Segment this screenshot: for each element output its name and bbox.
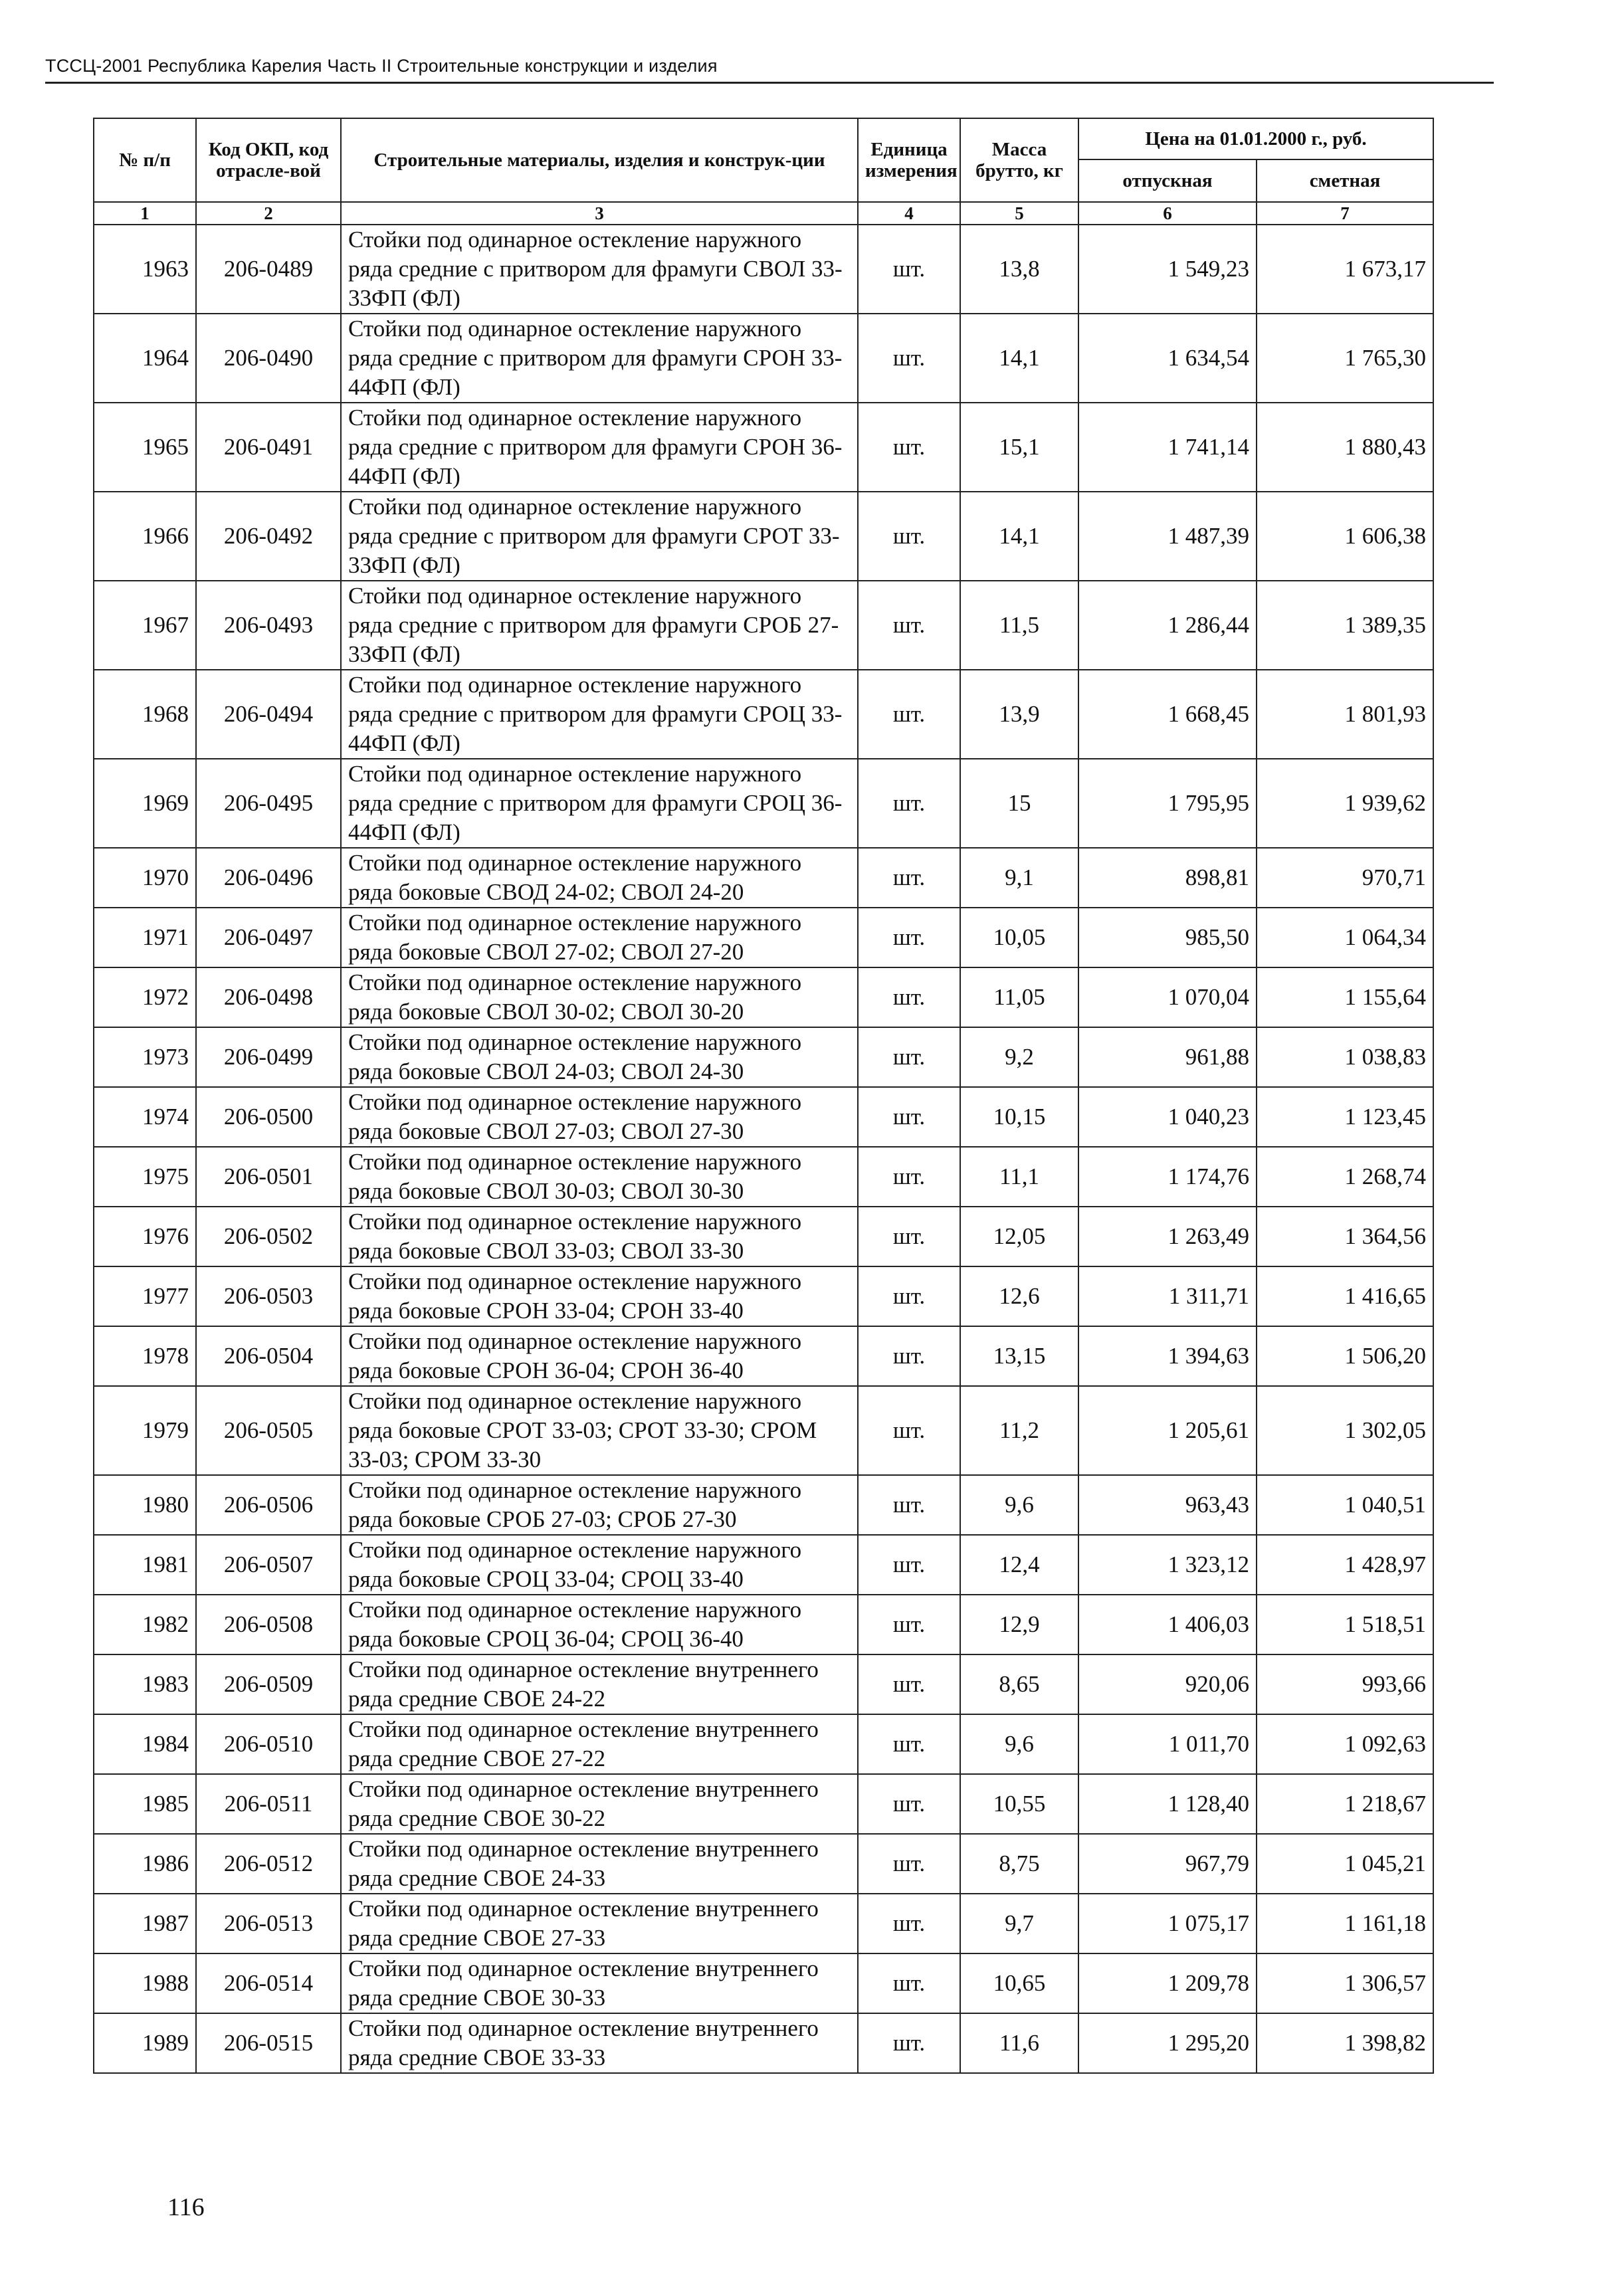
cell-num: 1977 bbox=[94, 1266, 196, 1326]
cell-num: 1984 bbox=[94, 1714, 196, 1774]
cell-num: 1964 bbox=[94, 314, 196, 403]
cell-code: 206-0511 bbox=[196, 1774, 341, 1834]
cell-name: Стойки под одинарное остекление наружного ряда боковые СРОТ 33-03; СРОТ 33-30; СРОМ 33-03; СРОМ 33-30 bbox=[341, 1386, 858, 1475]
cell-mass: 14,1 bbox=[960, 314, 1078, 403]
cell-unit: шт. bbox=[858, 581, 960, 670]
table-row bbox=[94, 1894, 1433, 1953]
cell-name: Стойки под одинарное остекление наружного ряда боковые СВОЛ 27-02; СВОЛ 27-20 bbox=[341, 908, 858, 967]
cell-mass: 9,2 bbox=[960, 1027, 1078, 1087]
cell-code: 206-0496 bbox=[196, 848, 341, 908]
cell-unit: шт. bbox=[858, 848, 960, 908]
column-number-row bbox=[94, 202, 1433, 225]
cell-price-estimate: 1 389,35 bbox=[1257, 581, 1433, 670]
cell-name: Стойки под одинарное остекление наружного ряда боковые СВОЛ 27-03; СВОЛ 27-30 bbox=[341, 1087, 858, 1147]
cell-unit: шт. bbox=[858, 967, 960, 1027]
cell-mass: 12,4 bbox=[960, 1535, 1078, 1595]
cell-unit: шт. bbox=[858, 1266, 960, 1326]
cell-price-release: 898,81 bbox=[1078, 848, 1257, 908]
table-row bbox=[94, 581, 1433, 670]
cell-price-estimate: 970,71 bbox=[1257, 848, 1433, 908]
cell-mass: 9,1 bbox=[960, 848, 1078, 908]
table-row bbox=[94, 670, 1433, 759]
cell-mass: 13,8 bbox=[960, 225, 1078, 314]
cell-price-release: 1 174,76 bbox=[1078, 1147, 1257, 1207]
cell-unit: шт. bbox=[858, 670, 960, 759]
cell-price-release: 1 394,63 bbox=[1078, 1326, 1257, 1386]
cell-mass: 10,05 bbox=[960, 908, 1078, 967]
cell-price-estimate: 1 161,18 bbox=[1257, 1894, 1433, 1953]
cell-price-release: 1 487,39 bbox=[1078, 492, 1257, 581]
cell-mass: 9,7 bbox=[960, 1894, 1078, 1953]
cell-unit: шт. bbox=[858, 759, 960, 848]
cell-code: 206-0515 bbox=[196, 2013, 341, 2073]
table-row bbox=[94, 1774, 1433, 1834]
column-number: 5 bbox=[960, 202, 1078, 225]
cell-name: Стойки под одинарное остекление наружного ряда боковые СРОН 36-04; СРОН 36-40 bbox=[341, 1326, 858, 1386]
cell-unit: шт. bbox=[858, 1475, 960, 1535]
cell-price-release: 963,43 bbox=[1078, 1475, 1257, 1535]
header-price-release: отпускная bbox=[1078, 159, 1257, 202]
column-number: 4 bbox=[858, 202, 960, 225]
table-row bbox=[94, 1714, 1433, 1774]
cell-code: 206-0495 bbox=[196, 759, 341, 848]
cell-num: 1975 bbox=[94, 1147, 196, 1207]
cell-mass: 12,9 bbox=[960, 1595, 1078, 1654]
column-number: 1 bbox=[94, 202, 196, 225]
cell-unit: шт. bbox=[858, 314, 960, 403]
cell-price-release: 1 075,17 bbox=[1078, 1894, 1257, 1953]
cell-name: Стойки под одинарное остекление наружного ряда боковые СВОЛ 33-03; СВОЛ 33-30 bbox=[341, 1207, 858, 1266]
table-row bbox=[94, 759, 1433, 848]
table-row bbox=[94, 2013, 1433, 2073]
cell-unit: шт. bbox=[858, 1595, 960, 1654]
cell-name: Стойки под одинарное остекление наружного ряда средние с притвором для фрамуги СРОЦ 36-44ФП (ФЛ) bbox=[341, 759, 858, 848]
cell-unit: шт. bbox=[858, 1953, 960, 2013]
cell-unit: шт. bbox=[858, 403, 960, 492]
column-number: 6 bbox=[1078, 202, 1257, 225]
cell-name: Стойки под одинарное остекление наружного ряда боковые СВОЛ 30-03; СВОЛ 30-30 bbox=[341, 1147, 858, 1207]
cell-code: 206-0499 bbox=[196, 1027, 341, 1087]
cell-num: 1966 bbox=[94, 492, 196, 581]
cell-name: Стойки под одинарное остекление наружного ряда средние с притвором для фрамуги СВОЛ 33-33ФП (ФЛ) bbox=[341, 225, 858, 314]
cell-num: 1985 bbox=[94, 1774, 196, 1834]
cell-price-estimate: 1 765,30 bbox=[1257, 314, 1433, 403]
cell-num: 1963 bbox=[94, 225, 196, 314]
cell-num: 1981 bbox=[94, 1535, 196, 1595]
cell-price-release: 1 070,04 bbox=[1078, 967, 1257, 1027]
cell-price-release: 1 040,23 bbox=[1078, 1087, 1257, 1147]
cell-price-release: 1 011,70 bbox=[1078, 1714, 1257, 1774]
column-number: 3 bbox=[341, 202, 858, 225]
cell-mass: 9,6 bbox=[960, 1714, 1078, 1774]
cell-mass: 10,55 bbox=[960, 1774, 1078, 1834]
table-row bbox=[94, 967, 1433, 1027]
cell-name: Стойки под одинарное остекление внутреннего ряда средние СВОЕ 33-33 bbox=[341, 2013, 858, 2073]
cell-price-estimate: 1 306,57 bbox=[1257, 1953, 1433, 2013]
cell-mass: 9,6 bbox=[960, 1475, 1078, 1535]
cell-name: Стойки под одинарное остекление наружного ряда боковые СВОЛ 24-03; СВОЛ 24-30 bbox=[341, 1027, 858, 1087]
cell-num: 1974 bbox=[94, 1087, 196, 1147]
cell-code: 206-0491 bbox=[196, 403, 341, 492]
table-row bbox=[94, 492, 1433, 581]
cell-price-release: 1 741,14 bbox=[1078, 403, 1257, 492]
cell-price-release: 1 286,44 bbox=[1078, 581, 1257, 670]
cell-code: 206-0504 bbox=[196, 1326, 341, 1386]
cell-price-release: 1 209,78 bbox=[1078, 1953, 1257, 2013]
cell-mass: 14,1 bbox=[960, 492, 1078, 581]
cell-code: 206-0492 bbox=[196, 492, 341, 581]
cell-code: 206-0507 bbox=[196, 1535, 341, 1595]
cell-unit: шт. bbox=[858, 225, 960, 314]
cell-price-estimate: 1 268,74 bbox=[1257, 1147, 1433, 1207]
cell-mass: 11,6 bbox=[960, 2013, 1078, 2073]
cell-code: 206-0494 bbox=[196, 670, 341, 759]
cell-code: 206-0500 bbox=[196, 1087, 341, 1147]
running-header: ТССЦ-2001 Республика Карелия Часть II Строительные конструкции и изделия bbox=[45, 56, 1494, 84]
cell-mass: 11,2 bbox=[960, 1386, 1078, 1475]
cell-price-estimate: 1 040,51 bbox=[1257, 1475, 1433, 1535]
cell-mass: 11,1 bbox=[960, 1147, 1078, 1207]
cell-price-estimate: 1 506,20 bbox=[1257, 1326, 1433, 1386]
cell-mass: 8,75 bbox=[960, 1834, 1078, 1894]
cell-price-release: 1 295,20 bbox=[1078, 2013, 1257, 2073]
cell-price-release: 1 549,23 bbox=[1078, 225, 1257, 314]
cell-mass: 13,9 bbox=[960, 670, 1078, 759]
cell-num: 1988 bbox=[94, 1953, 196, 2013]
cell-price-release: 1 128,40 bbox=[1078, 1774, 1257, 1834]
cell-code: 206-0513 bbox=[196, 1894, 341, 1953]
cell-price-release: 1 311,71 bbox=[1078, 1266, 1257, 1326]
table-row bbox=[94, 848, 1433, 908]
cell-num: 1973 bbox=[94, 1027, 196, 1087]
cell-unit: шт. bbox=[858, 1207, 960, 1266]
cell-name: Стойки под одинарное остекление наружного ряда средние с притвором для фрамуги СРОТ 33-33ФП (ФЛ) bbox=[341, 492, 858, 581]
cell-num: 1970 bbox=[94, 848, 196, 908]
table-row bbox=[94, 1087, 1433, 1147]
cell-name: Стойки под одинарное остекление наружного ряда боковые СВОЛ 30-02; СВОЛ 30-20 bbox=[341, 967, 858, 1027]
cell-unit: шт. bbox=[858, 492, 960, 581]
table-body bbox=[94, 225, 1433, 2073]
cell-price-estimate: 993,66 bbox=[1257, 1654, 1433, 1714]
cell-code: 206-0505 bbox=[196, 1386, 341, 1475]
cell-price-release: 1 323,12 bbox=[1078, 1535, 1257, 1595]
cell-code: 206-0512 bbox=[196, 1834, 341, 1894]
table-row bbox=[94, 1027, 1433, 1087]
cell-num: 1965 bbox=[94, 403, 196, 492]
cell-unit: шт. bbox=[858, 2013, 960, 2073]
table-row bbox=[94, 1654, 1433, 1714]
header-unit: Единица измерения bbox=[858, 118, 960, 202]
cell-num: 1986 bbox=[94, 1834, 196, 1894]
cell-price-release: 1 406,03 bbox=[1078, 1595, 1257, 1654]
cell-num: 1987 bbox=[94, 1894, 196, 1953]
cell-name: Стойки под одинарное остекление внутреннего ряда средние СВОЕ 30-33 bbox=[341, 1953, 858, 2013]
cell-num: 1983 bbox=[94, 1654, 196, 1714]
cell-name: Стойки под одинарное остекление наружного ряда боковые СРОБ 27-03; СРОБ 27-30 bbox=[341, 1475, 858, 1535]
cell-name: Стойки под одинарное остекление наружного ряда боковые СРОЦ 36-04; СРОЦ 36-40 bbox=[341, 1595, 858, 1654]
cell-price-release: 1 263,49 bbox=[1078, 1207, 1257, 1266]
price-table bbox=[93, 118, 1434, 2074]
cell-name: Стойки под одинарное остекление внутреннего ряда средние СВОЕ 30-22 bbox=[341, 1774, 858, 1834]
cell-num: 1967 bbox=[94, 581, 196, 670]
cell-num: 1989 bbox=[94, 2013, 196, 2073]
cell-price-release: 985,50 bbox=[1078, 908, 1257, 967]
cell-price-estimate: 1 518,51 bbox=[1257, 1595, 1433, 1654]
cell-price-estimate: 1 155,64 bbox=[1257, 967, 1433, 1027]
cell-price-estimate: 1 218,67 bbox=[1257, 1774, 1433, 1834]
cell-unit: шт. bbox=[858, 1774, 960, 1834]
table-row bbox=[94, 1147, 1433, 1207]
cell-num: 1980 bbox=[94, 1475, 196, 1535]
table-row bbox=[94, 1834, 1433, 1894]
cell-code: 206-0493 bbox=[196, 581, 341, 670]
cell-code: 206-0503 bbox=[196, 1266, 341, 1326]
cell-code: 206-0508 bbox=[196, 1595, 341, 1654]
cell-num: 1972 bbox=[94, 967, 196, 1027]
cell-num: 1968 bbox=[94, 670, 196, 759]
cell-price-estimate: 1 673,17 bbox=[1257, 225, 1433, 314]
cell-num: 1982 bbox=[94, 1595, 196, 1654]
header-name: Строительные материалы, изделия и конструк-ции bbox=[341, 118, 858, 202]
table-row bbox=[94, 1266, 1433, 1326]
cell-mass: 15 bbox=[960, 759, 1078, 848]
table-row bbox=[94, 1535, 1433, 1595]
cell-code: 206-0498 bbox=[196, 967, 341, 1027]
cell-name: Стойки под одинарное остекление наружного ряда боковые СВОД 24-02; СВОЛ 24-20 bbox=[341, 848, 858, 908]
cell-code: 206-0501 bbox=[196, 1147, 341, 1207]
header-code: Код ОКП, код отрасле-вой bbox=[196, 118, 341, 202]
cell-price-estimate: 1 939,62 bbox=[1257, 759, 1433, 848]
table-row bbox=[94, 403, 1433, 492]
cell-unit: шт. bbox=[858, 1027, 960, 1087]
cell-name: Стойки под одинарное остекление наружного ряда средние с притвором для фрамуги СРОЦ 33-44ФП (ФЛ) bbox=[341, 670, 858, 759]
cell-name: Стойки под одинарное остекление внутреннего ряда средние СВОЕ 27-22 bbox=[341, 1714, 858, 1774]
cell-name: Стойки под одинарное остекление наружного ряда боковые СРОЦ 33-04; СРОЦ 33-40 bbox=[341, 1535, 858, 1595]
cell-code: 206-0510 bbox=[196, 1714, 341, 1774]
cell-price-release: 1 634,54 bbox=[1078, 314, 1257, 403]
cell-price-estimate: 1 364,56 bbox=[1257, 1207, 1433, 1266]
cell-num: 1976 bbox=[94, 1207, 196, 1266]
cell-mass: 8,65 bbox=[960, 1654, 1078, 1714]
cell-price-release: 1 668,45 bbox=[1078, 670, 1257, 759]
cell-code: 206-0489 bbox=[196, 225, 341, 314]
cell-code: 206-0490 bbox=[196, 314, 341, 403]
cell-mass: 10,15 bbox=[960, 1087, 1078, 1147]
table-row bbox=[94, 908, 1433, 967]
cell-name: Стойки под одинарное остекление внутреннего ряда средние СВОЕ 24-33 bbox=[341, 1834, 858, 1894]
cell-price-estimate: 1 038,83 bbox=[1257, 1027, 1433, 1087]
table-row bbox=[94, 314, 1433, 403]
cell-num: 1971 bbox=[94, 908, 196, 967]
cell-price-estimate: 1 801,93 bbox=[1257, 670, 1433, 759]
cell-unit: шт. bbox=[858, 1834, 960, 1894]
cell-price-estimate: 1 045,21 bbox=[1257, 1834, 1433, 1894]
cell-code: 206-0502 bbox=[196, 1207, 341, 1266]
header-mass: Масса брутто, кг bbox=[960, 118, 1078, 202]
cell-price-release: 1 795,95 bbox=[1078, 759, 1257, 848]
table-row bbox=[94, 225, 1433, 314]
cell-unit: шт. bbox=[858, 1087, 960, 1147]
cell-price-estimate: 1 606,38 bbox=[1257, 492, 1433, 581]
cell-name: Стойки под одинарное остекление внутреннего ряда средние СВОЕ 27-33 bbox=[341, 1894, 858, 1953]
cell-code: 206-0506 bbox=[196, 1475, 341, 1535]
header-price-group: Цена на 01.01.2000 г., руб. bbox=[1078, 118, 1433, 159]
cell-price-release: 1 205,61 bbox=[1078, 1386, 1257, 1475]
cell-mass: 10,65 bbox=[960, 1953, 1078, 2013]
cell-unit: шт. bbox=[858, 1894, 960, 1953]
cell-unit: шт. bbox=[858, 908, 960, 967]
cell-price-release: 967,79 bbox=[1078, 1834, 1257, 1894]
cell-mass: 11,05 bbox=[960, 967, 1078, 1027]
cell-mass: 15,1 bbox=[960, 403, 1078, 492]
cell-name: Стойки под одинарное остекление наружного ряда средние с притвором для фрамуги СРОБ 27-33ФП (ФЛ) bbox=[341, 581, 858, 670]
cell-price-estimate: 1 416,65 bbox=[1257, 1266, 1433, 1326]
cell-name: Стойки под одинарное остекление наружного ряда средние с притвором для фрамуги СРОН 33-44ФП (ФЛ) bbox=[341, 314, 858, 403]
cell-unit: шт. bbox=[858, 1386, 960, 1475]
cell-unit: шт. bbox=[858, 1147, 960, 1207]
column-number: 2 bbox=[196, 202, 341, 225]
cell-code: 206-0497 bbox=[196, 908, 341, 967]
cell-code: 206-0509 bbox=[196, 1654, 341, 1714]
cell-unit: шт. bbox=[858, 1714, 960, 1774]
cell-mass: 11,5 bbox=[960, 581, 1078, 670]
cell-num: 1979 bbox=[94, 1386, 196, 1475]
cell-name: Стойки под одинарное остекление наружного ряда боковые СРОН 33-04; СРОН 33-40 bbox=[341, 1266, 858, 1326]
header-num: № п/п bbox=[94, 118, 196, 202]
table-row bbox=[94, 1207, 1433, 1266]
cell-name: Стойки под одинарное остекление наружного ряда средние с притвором для фрамуги СРОН 36-44ФП (ФЛ) bbox=[341, 403, 858, 492]
cell-price-estimate: 1 428,97 bbox=[1257, 1535, 1433, 1595]
cell-mass: 12,05 bbox=[960, 1207, 1078, 1266]
page-number: 116 bbox=[167, 2193, 205, 2221]
cell-name: Стойки под одинарное остекление внутреннего ряда средние СВОЕ 24-22 bbox=[341, 1654, 858, 1714]
cell-price-estimate: 1 302,05 bbox=[1257, 1386, 1433, 1475]
cell-unit: шт. bbox=[858, 1654, 960, 1714]
cell-price-estimate: 1 398,82 bbox=[1257, 2013, 1433, 2073]
cell-mass: 12,6 bbox=[960, 1266, 1078, 1326]
cell-price-estimate: 1 123,45 bbox=[1257, 1087, 1433, 1147]
table-row bbox=[94, 1953, 1433, 2013]
cell-unit: шт. bbox=[858, 1326, 960, 1386]
table-row bbox=[94, 1475, 1433, 1535]
cell-code: 206-0514 bbox=[196, 1953, 341, 2013]
cell-price-release: 920,06 bbox=[1078, 1654, 1257, 1714]
table-row bbox=[94, 1386, 1433, 1475]
cell-unit: шт. bbox=[858, 1535, 960, 1595]
cell-price-release: 961,88 bbox=[1078, 1027, 1257, 1087]
column-number: 7 bbox=[1257, 202, 1433, 225]
cell-num: 1969 bbox=[94, 759, 196, 848]
table-header bbox=[94, 118, 1433, 225]
table-row bbox=[94, 1595, 1433, 1654]
cell-price-estimate: 1 880,43 bbox=[1257, 403, 1433, 492]
cell-price-estimate: 1 092,63 bbox=[1257, 1714, 1433, 1774]
table-row bbox=[94, 1326, 1433, 1386]
cell-mass: 13,15 bbox=[960, 1326, 1078, 1386]
cell-price-estimate: 1 064,34 bbox=[1257, 908, 1433, 967]
header-price-estimate: сметная bbox=[1257, 159, 1433, 202]
cell-num: 1978 bbox=[94, 1326, 196, 1386]
